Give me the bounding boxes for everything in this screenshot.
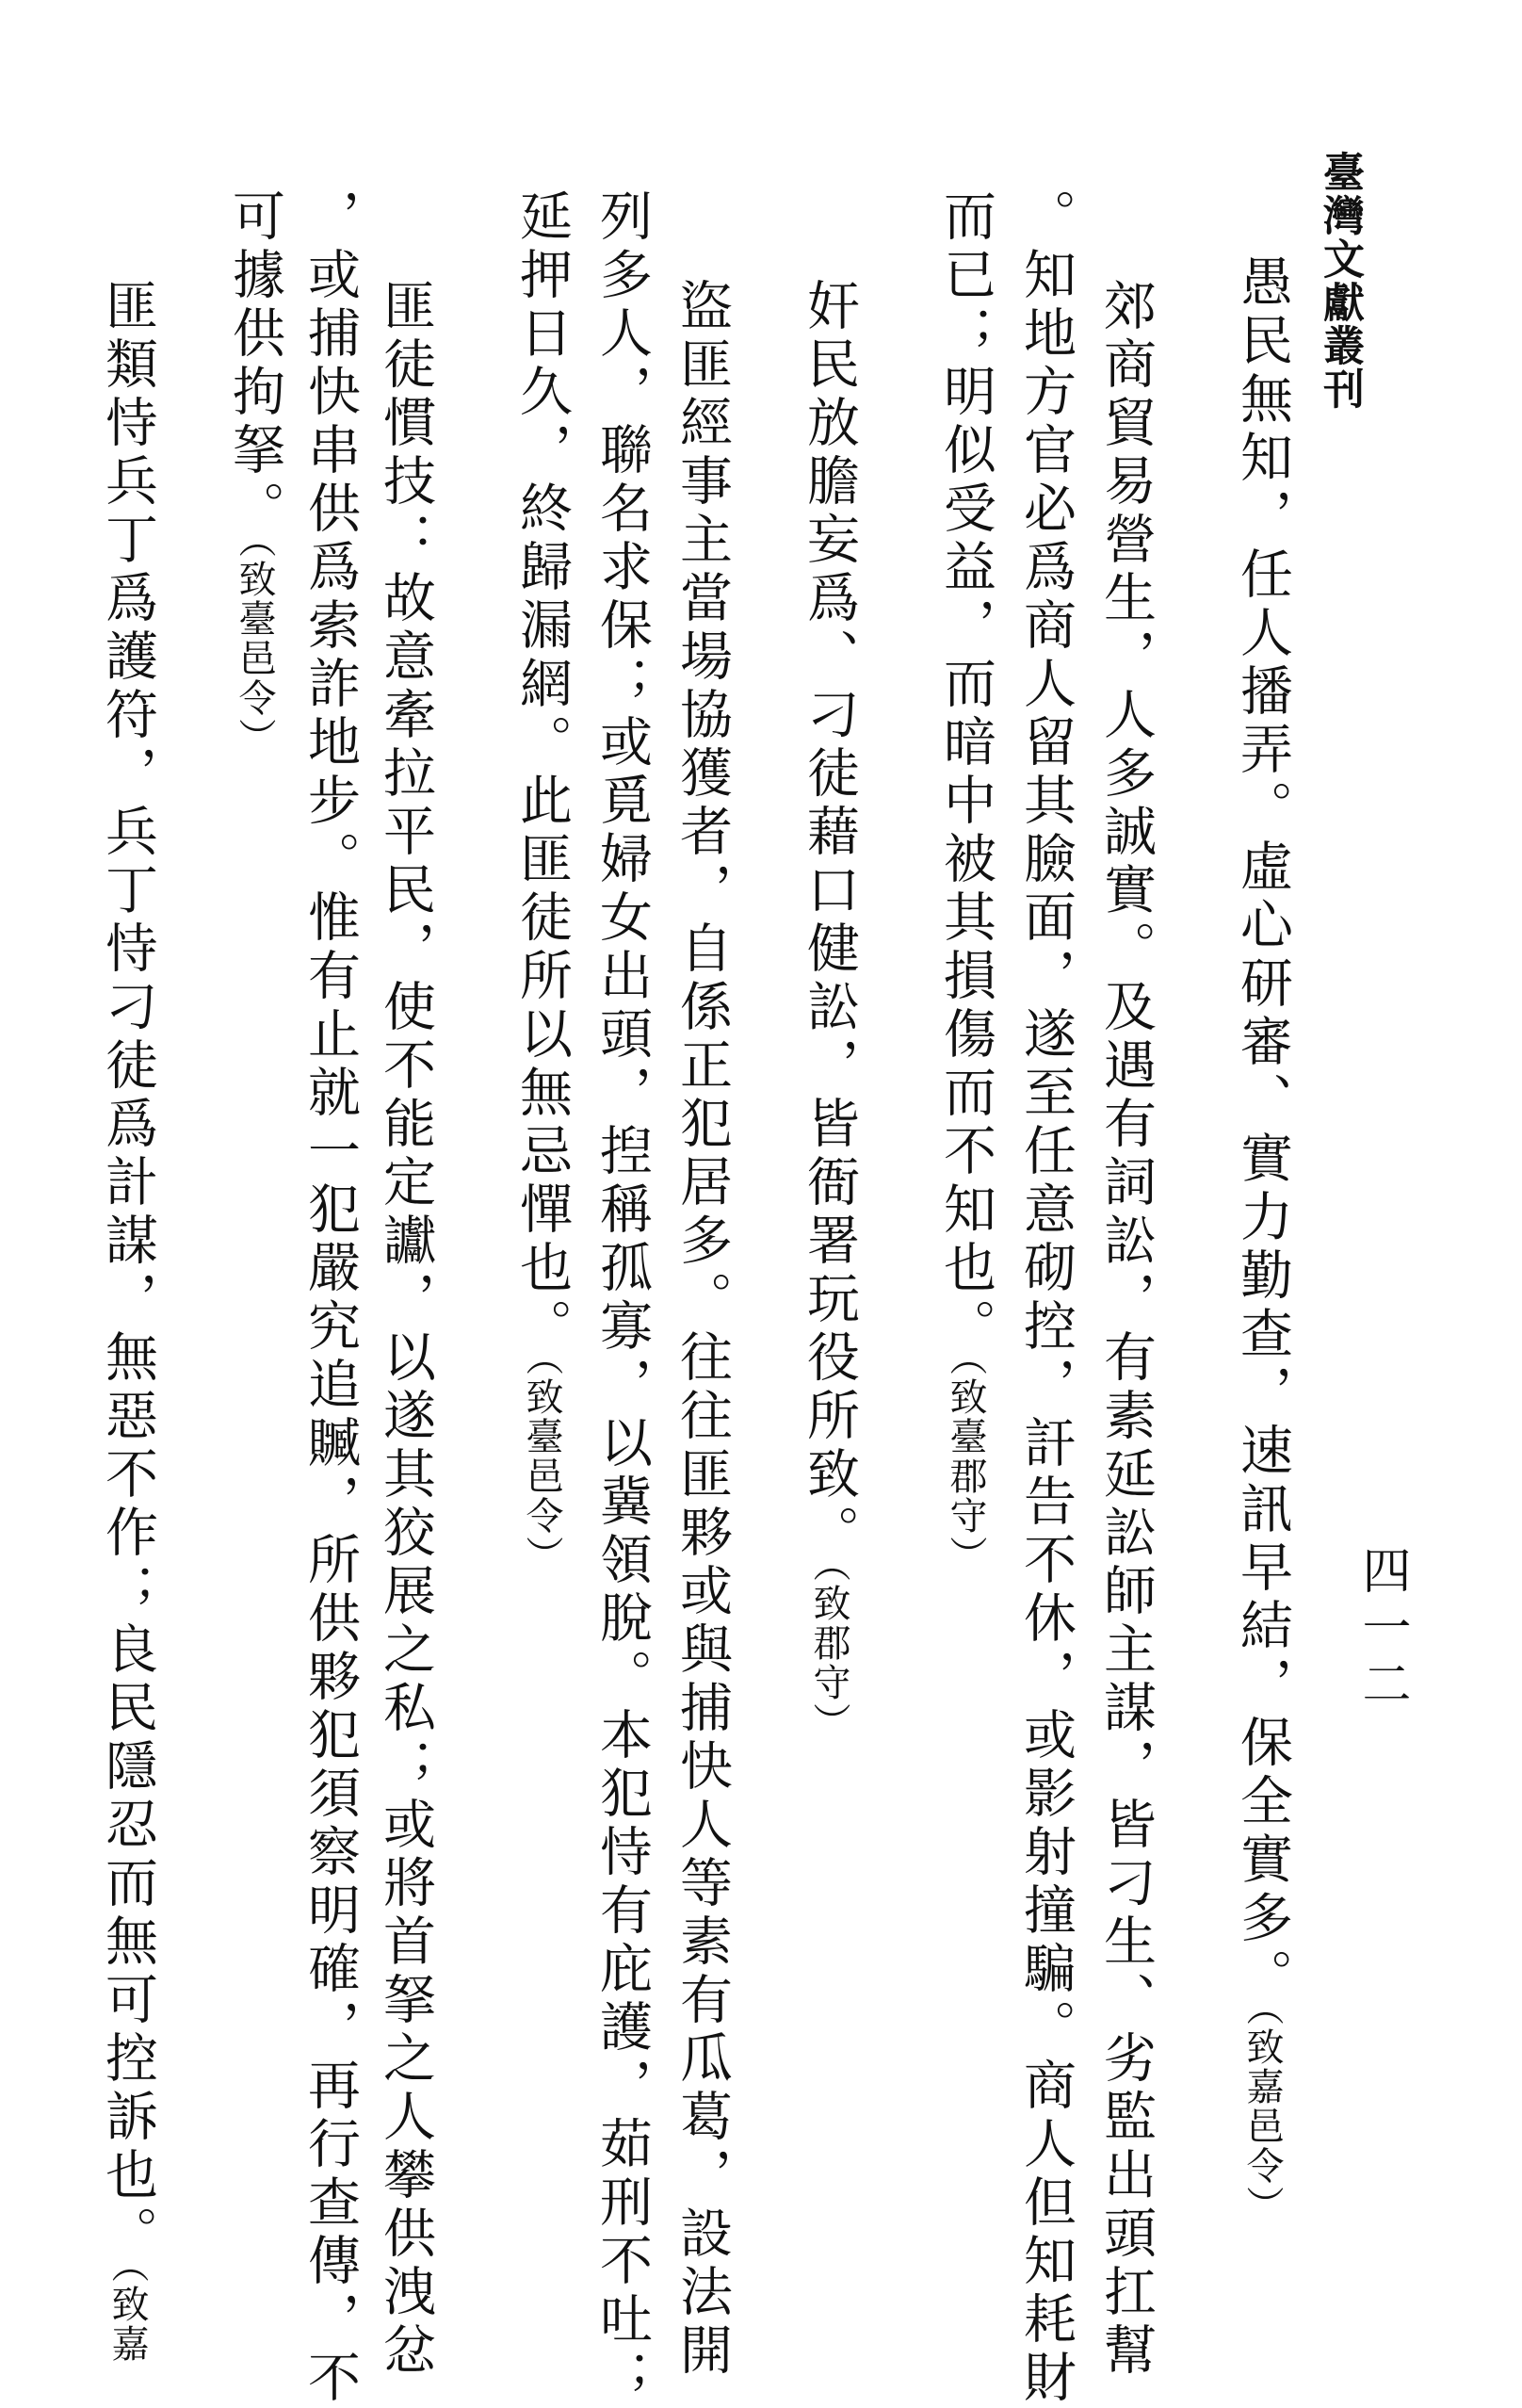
text-column — [511, 188, 573, 1575]
text-column — [937, 188, 994, 1575]
text-column — [226, 188, 283, 757]
source-note: （致臺邑令） — [520, 1357, 563, 1575]
source-note: （致臺邑令） — [233, 539, 276, 757]
book-title: 臺灣文獻叢刊 — [1316, 151, 1364, 411]
column-text: 郊商貿易營生，人多誠實。及遇有詞訟，有素延訟師主謀，皆刁生、劣監出頭扛幫 — [1095, 278, 1157, 2381]
column-text: 延押日久，終歸漏網。此匪徒所以無忌憚也。 — [511, 188, 573, 1357]
source-note: （致臺郡守） — [944, 1357, 987, 1575]
page-number: 四一二 — [1353, 1545, 1410, 1715]
text-column — [799, 278, 860, 1742]
column-text: 奸民放膽妄爲、刁徒藉口健訟，皆衙署玩役所致。 — [799, 278, 860, 1563]
column-text: 匪類恃兵丁爲護符，兵丁恃刁徒爲計謀，無惡不作；良民隱忍而無可控訴也。 — [97, 278, 158, 2264]
text-column — [375, 278, 436, 2381]
column-text: 可據供拘拏。 — [224, 188, 285, 539]
column-text: ，或捕快串供爲索詐地步。惟有止就一犯嚴究追贓，所供夥犯須察明確，再行查傳，不 — [300, 188, 361, 2408]
text-column — [1232, 254, 1293, 2225]
text-column — [672, 278, 733, 2381]
source-note: （致郡守） — [807, 1563, 850, 1742]
column-text: 列多人，聯名求保；或覓婦女出頭，揑稱孤寡，以冀領脫。本犯恃有庇護，茹刑不吐； — [591, 188, 653, 2408]
column-text: 愚民無知，任人播弄。虛心研審、實力勤查，速訊早結，保全實多。 — [1232, 254, 1293, 2007]
text-column — [300, 188, 361, 2408]
column-text: 而已；明似受益，而暗中被其損傷而不知也。 — [935, 188, 996, 1357]
source-note: （致嘉邑令） — [1240, 2007, 1284, 2225]
text-column — [1095, 278, 1157, 2381]
column-text: 盜匪經事主當場協獲者，自係正犯居多。往往匪夥或與捕快人等素有瓜葛，設法開 — [672, 278, 733, 2381]
text-column — [97, 278, 158, 2364]
column-text: 匪徒慣技：故意牽拉平民，使不能定讞，以遂其狡展之私；或將首拏之人攀供洩忿 — [375, 278, 436, 2381]
column-text: 。知地方官必爲商人留其臉面，遂至任意砌控，訐告不休，或影射撞騙。商人但知耗財 — [1015, 188, 1077, 2408]
text-column — [1015, 188, 1077, 2408]
text-column — [591, 188, 653, 2408]
source-note: （致嘉 — [105, 2264, 149, 2364]
